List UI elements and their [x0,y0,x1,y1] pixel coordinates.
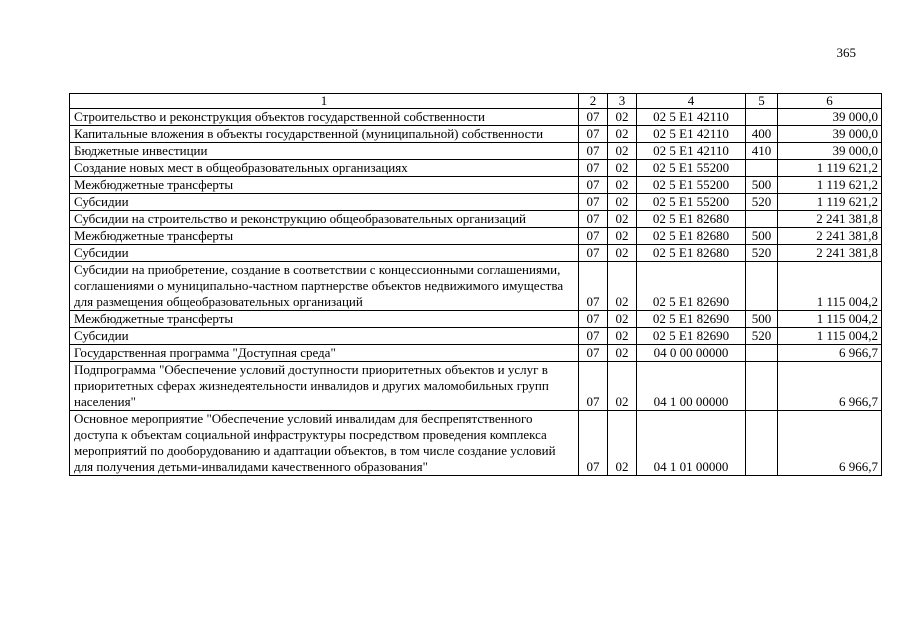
row-name-cell: Межбюджетные трансферты [70,177,579,194]
row-expense-type-cell [746,109,778,126]
table-row [70,411,882,476]
row-section-cell: 07 [579,362,608,411]
row-subsection-cell: 02 [608,228,637,245]
table-row [70,109,882,126]
row-subsection-cell: 02 [608,328,637,345]
row-expense-type-cell: 520 [746,328,778,345]
row-amount-cell: 39 000,0 [778,143,882,160]
table-row [70,262,882,311]
header-col-5: 5 [746,94,778,109]
row-name-cell: Субсидии [70,328,579,345]
row-section-cell: 07 [579,345,608,362]
row-amount-cell: 2 241 381,8 [778,228,882,245]
budget-table [69,93,882,476]
row-name-cell: Субсидии на строительство и реконструкцию общеобразовательных организаций [70,211,579,228]
row-target-article-cell: 02 5 Е1 55200 [637,194,746,211]
table-row [70,211,882,228]
row-target-article-cell: 04 1 01 00000 [637,411,746,476]
row-amount-cell: 1 119 621,2 [778,177,882,194]
row-amount-cell: 39 000,0 [778,126,882,143]
row-subsection-cell: 02 [608,211,637,228]
table-row [70,126,882,143]
row-expense-type-cell: 520 [746,194,778,211]
row-target-article-cell: 02 5 Е1 82690 [637,311,746,328]
row-subsection-cell: 02 [608,262,637,311]
row-name-cell: Основное мероприятие "Обеспечение условий инвалидам для беспрепятственного доступа к объектам социальной инфраструктуры посредством проведения комплекса мероприятий по дооборудованию и адаптации объектов, в том числе создание условий для получения детьми-инвалидами качественного образования" [70,411,579,476]
row-subsection-cell: 02 [608,362,637,411]
table-row [70,345,882,362]
row-amount-cell: 39 000,0 [778,109,882,126]
table-row [70,245,882,262]
header-col-2: 2 [579,94,608,109]
table-row [70,143,882,160]
row-name-cell: Субсидии на приобретение, создание в соответствии с концессионными соглашениями, соглашениями о муниципально-частном партнерстве объектов недвижимого имущества для размещения общеобразовательных организаций [70,262,579,311]
table-row [70,177,882,194]
row-expense-type-cell [746,262,778,311]
row-amount-cell: 1 119 621,2 [778,160,882,177]
row-name-cell: Субсидии [70,245,579,262]
row-amount-cell: 1 115 004,2 [778,311,882,328]
row-target-article-cell: 02 5 Е1 42110 [637,143,746,160]
table-row [70,160,882,177]
row-name-cell: Межбюджетные трансферты [70,311,579,328]
row-expense-type-cell [746,362,778,411]
row-expense-type-cell: 500 [746,311,778,328]
row-target-article-cell: 04 0 00 00000 [637,345,746,362]
table-header-row [70,94,882,109]
row-subsection-cell: 02 [608,177,637,194]
row-subsection-cell: 02 [608,345,637,362]
row-expense-type-cell: 520 [746,245,778,262]
table-row [70,328,882,345]
row-target-article-cell: 02 5 Е1 42110 [637,126,746,143]
row-target-article-cell: 02 5 Е1 82680 [637,211,746,228]
row-target-article-cell: 04 1 00 00000 [637,362,746,411]
row-section-cell: 07 [579,194,608,211]
row-amount-cell: 6 966,7 [778,345,882,362]
row-expense-type-cell [746,211,778,228]
row-name-cell: Капитальные вложения в объекты государственной (муниципальной) собственности [70,126,579,143]
row-name-cell: Государственная программа "Доступная среда" [70,345,579,362]
row-amount-cell: 1 115 004,2 [778,262,882,311]
row-section-cell: 07 [579,262,608,311]
row-section-cell: 07 [579,211,608,228]
row-name-cell: Бюджетные инвестиции [70,143,579,160]
row-subsection-cell: 02 [608,245,637,262]
row-expense-type-cell [746,160,778,177]
header-col-3: 3 [608,94,637,109]
row-subsection-cell: 02 [608,160,637,177]
row-expense-type-cell: 500 [746,228,778,245]
row-subsection-cell: 02 [608,411,637,476]
row-expense-type-cell: 410 [746,143,778,160]
row-amount-cell: 2 241 381,8 [778,211,882,228]
row-amount-cell: 6 966,7 [778,411,882,476]
row-name-cell: Создание новых мест в общеобразовательных организациях [70,160,579,177]
row-section-cell: 07 [579,160,608,177]
header-col-6: 6 [778,94,882,109]
row-section-cell: 07 [579,411,608,476]
row-name-cell: Субсидии [70,194,579,211]
row-section-cell: 07 [579,177,608,194]
row-target-article-cell: 02 5 Е1 82680 [637,228,746,245]
row-amount-cell: 6 966,7 [778,362,882,411]
row-section-cell: 07 [579,126,608,143]
row-expense-type-cell [746,411,778,476]
row-expense-type-cell: 400 [746,126,778,143]
row-target-article-cell: 02 5 Е1 82690 [637,262,746,311]
row-name-cell: Строительство и реконструкция объектов государственной собственности [70,109,579,126]
table-row [70,194,882,211]
row-subsection-cell: 02 [608,143,637,160]
row-subsection-cell: 02 [608,109,637,126]
table-row [70,311,882,328]
row-subsection-cell: 02 [608,311,637,328]
page-number: 365 [836,45,856,60]
row-amount-cell: 2 241 381,8 [778,245,882,262]
row-section-cell: 07 [579,143,608,160]
row-name-cell: Подпрограмма "Обеспечение условий доступности приоритетных объектов и услуг в приоритетных сферах жизнедеятельности инвалидов и других маломобильных групп населения" [70,362,579,411]
header-col-4: 4 [637,94,746,109]
table-row [70,228,882,245]
row-target-article-cell: 02 5 Е1 55200 [637,177,746,194]
row-name-cell: Межбюджетные трансферты [70,228,579,245]
row-amount-cell: 1 115 004,2 [778,328,882,345]
row-section-cell: 07 [579,109,608,126]
table-row [70,362,882,411]
row-amount-cell: 1 119 621,2 [778,194,882,211]
row-subsection-cell: 02 [608,194,637,211]
row-expense-type-cell [746,345,778,362]
row-subsection-cell: 02 [608,126,637,143]
row-target-article-cell: 02 5 Е1 42110 [637,109,746,126]
row-section-cell: 07 [579,328,608,345]
row-target-article-cell: 02 5 Е1 55200 [637,160,746,177]
row-expense-type-cell: 500 [746,177,778,194]
row-target-article-cell: 02 5 Е1 82690 [637,328,746,345]
row-section-cell: 07 [579,228,608,245]
row-section-cell: 07 [579,311,608,328]
row-target-article-cell: 02 5 Е1 82680 [637,245,746,262]
header-col-1: 1 [70,94,579,109]
row-section-cell: 07 [579,245,608,262]
